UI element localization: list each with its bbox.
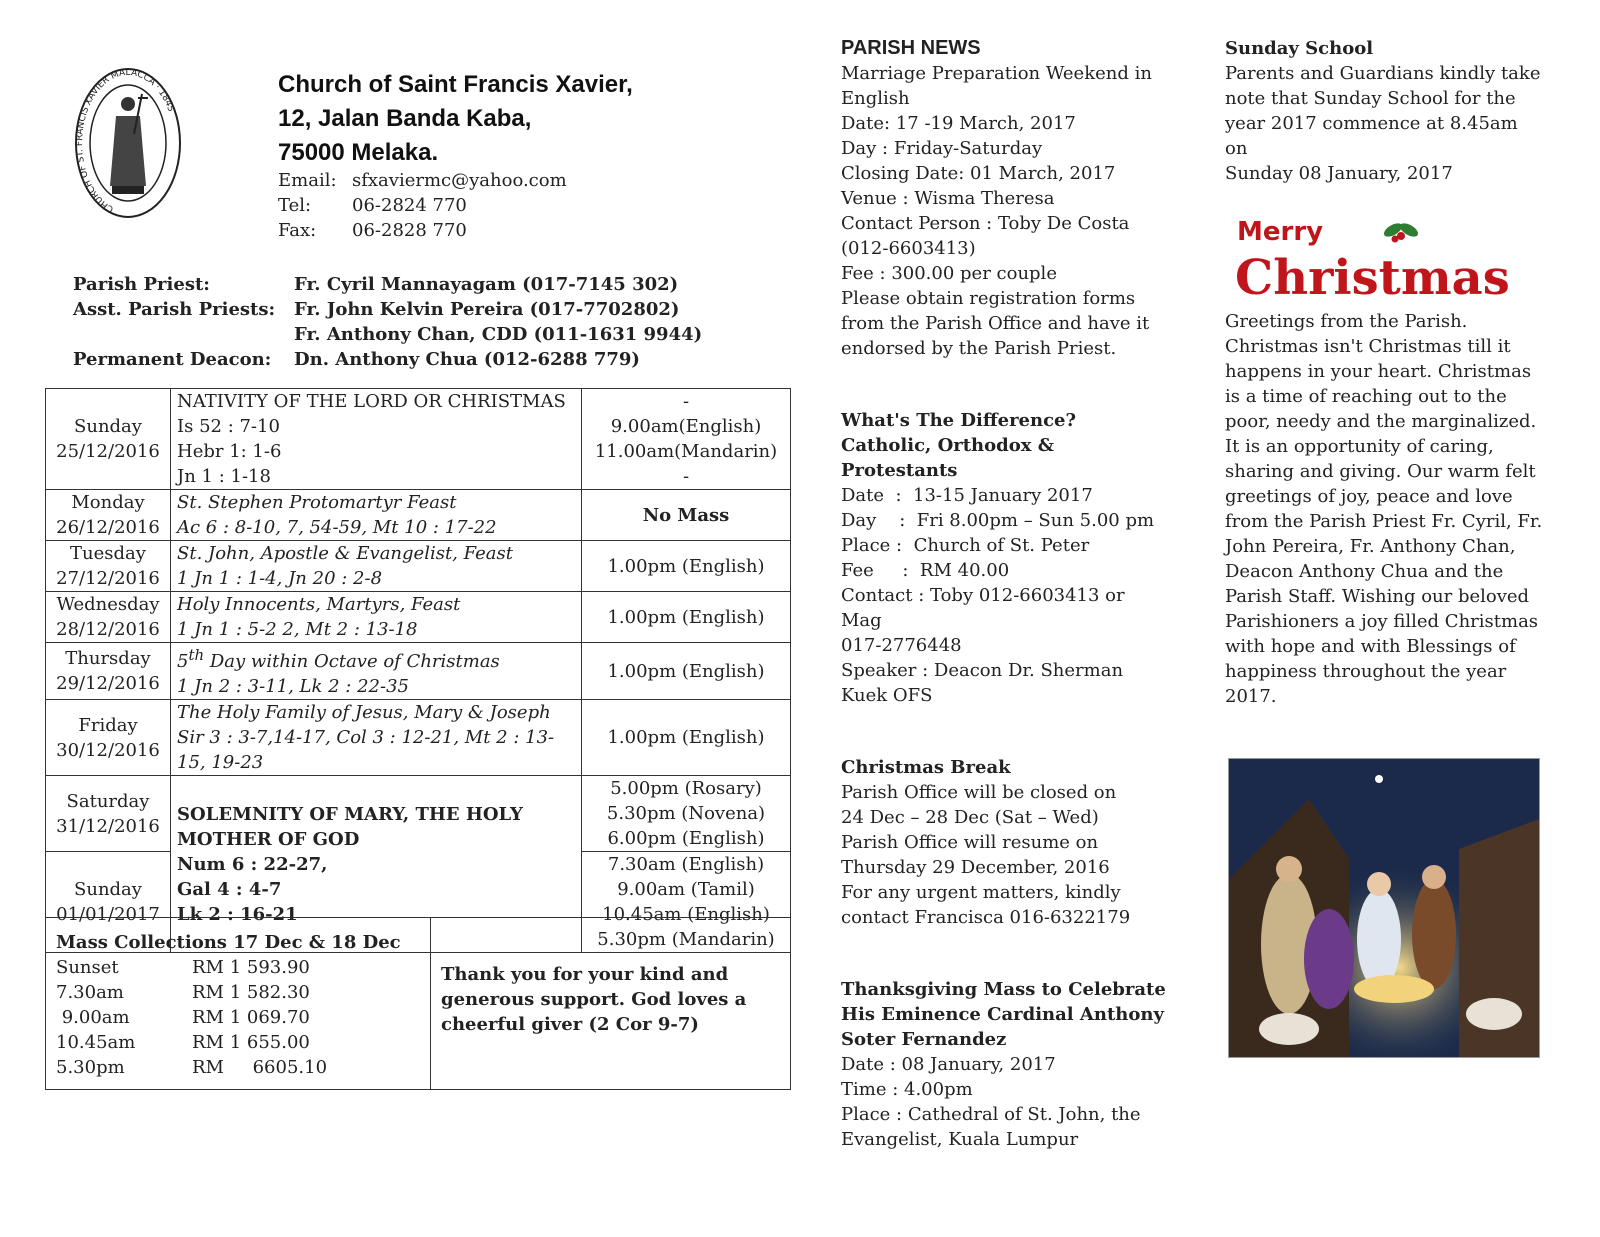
- clergy-name: Fr. Cyril Mannayagam (017-7145 302): [294, 274, 679, 295]
- mass-time: 5.30pm (Mandarin): [597, 929, 775, 950]
- day-name: Sunday: [74, 879, 142, 900]
- feast-rest: Day within Octave of Christmas: [204, 651, 500, 672]
- table-row: [46, 541, 791, 592]
- clergy-label: Permanent Deacon:: [73, 349, 272, 370]
- day-cell: [46, 592, 171, 643]
- greeting-line: happens in your heart. Christmas: [1225, 361, 1532, 382]
- news-line: For any urgent matters, kindly: [841, 882, 1121, 903]
- news-line: contact Francisca 016-6322179: [841, 907, 1131, 928]
- clergy-label: [73, 322, 294, 347]
- collection-time: Sunset: [56, 957, 119, 978]
- tel-label: Tel:: [278, 195, 312, 216]
- day-name: Saturday: [66, 790, 150, 812]
- day-name: Friday: [78, 714, 138, 736]
- time-cell: [582, 541, 791, 592]
- list-item: [56, 1005, 420, 1030]
- news-line: Speaker : Deacon Dr. Sherman: [841, 660, 1124, 681]
- mass-time: No Mass: [642, 504, 730, 526]
- marriage-prep-section: [841, 61, 1171, 361]
- day-date: 25/12/2016: [56, 441, 160, 462]
- news-line: year 2017 commence at 8.45am on: [1225, 113, 1518, 159]
- feast-cell: [171, 700, 582, 776]
- collection-amount: RM 1 655.00: [192, 1032, 310, 1053]
- feast-cell: [171, 389, 582, 490]
- christmas-greeting: [1225, 309, 1545, 709]
- day-date: 29/12/2016: [56, 673, 160, 694]
- reading: Hebr 1: 1-6: [177, 441, 282, 462]
- clergy-label: Parish Priest:: [73, 274, 210, 295]
- title-line: 75000 Melaka.: [278, 139, 439, 166]
- reading: Jn 1 : 1-18: [177, 466, 271, 487]
- news-line: 24 Dec – 28 Dec (Sat – Wed): [841, 807, 1099, 828]
- greeting-line: John Pereira, Fr. Anthony Chan,: [1225, 536, 1516, 557]
- news-line: Evangelist, Kuala Lumpur: [841, 1129, 1079, 1150]
- collection-time: 7.30am: [56, 982, 124, 1003]
- table-row: [46, 643, 791, 700]
- feast-title: Holy Innocents, Martyrs, Feast: [177, 594, 461, 615]
- mass-time: 10.45am (English): [602, 904, 770, 925]
- title-line: Church of Saint Francis Xavier,: [278, 71, 633, 98]
- news-line: Kuek OFS: [841, 685, 933, 706]
- day-date: 26/12/2016: [56, 517, 160, 538]
- greeting-line: Deacon Anthony Chua and the: [1225, 561, 1504, 582]
- section-title: Soter Fernandez: [841, 1029, 1007, 1050]
- news-line: Place : Cathedral of St. John, the: [841, 1104, 1141, 1125]
- greeting-line: Christmas isn't Christmas till it: [1225, 336, 1511, 357]
- collections-title: Mass Collections 17 Dec & 18 Dec: [56, 932, 401, 953]
- collections-list: [46, 918, 431, 1089]
- time-cell: [582, 643, 791, 700]
- news-line: Place : Church of St. Peter: [841, 535, 1090, 556]
- mass-time: 1.00pm (English): [607, 606, 765, 628]
- news-line: Time : 4.00pm: [841, 1079, 973, 1100]
- sunday-school-title: Sunday School: [1225, 38, 1374, 59]
- mass-time: -: [682, 391, 690, 412]
- table-row: [46, 700, 791, 776]
- day-date: 30/12/2016: [56, 739, 160, 761]
- greeting-line: with hope and with Blessings of: [1225, 636, 1516, 657]
- church-seal-logo: [72, 64, 184, 222]
- day-date: 01/01/2017: [56, 904, 160, 925]
- news-line: Closing Date: 01 March, 2017: [841, 163, 1116, 184]
- collection-time: 10.45am: [56, 1032, 136, 1053]
- clergy-name: Fr. John Kelvin Pereira (017-7702802): [294, 299, 680, 320]
- day-date: 31/12/2016: [56, 815, 160, 837]
- feast-title: St. John, Apostle & Evangelist, Feast: [177, 543, 513, 564]
- news-line: Parents and Guardians kindly take: [1225, 63, 1541, 84]
- thanksgiving-mass-section: [841, 977, 1171, 1152]
- greeting-line: Greetings from the Parish.: [1225, 311, 1468, 332]
- table-row: [46, 490, 791, 541]
- time-cell: [582, 389, 791, 490]
- parish-news-heading: PARISH NEWS: [841, 37, 981, 59]
- mass-schedule-table: [45, 388, 791, 953]
- day-cell: [46, 389, 171, 490]
- greeting-line: greetings of joy, peace and love: [1225, 486, 1513, 507]
- holly-icon: [1382, 221, 1420, 243]
- table-row: [46, 776, 791, 852]
- email-value: sfxaviermc@yahoo.com: [352, 170, 567, 191]
- news-line: 017-2776448: [841, 635, 962, 656]
- feast-title: St. Stephen Protomartyr Feast: [177, 492, 457, 513]
- time-cell: [582, 700, 791, 776]
- section-title: Christmas Break: [841, 757, 1011, 778]
- day-cell: [46, 776, 171, 852]
- side-column: [1225, 36, 1545, 186]
- time-cell: [582, 592, 791, 643]
- news-line: Thursday 29 December, 2016: [841, 857, 1110, 878]
- contact-info: [278, 168, 567, 243]
- reading: 1 Jn 1 : 5-2 2, Mt 2 : 13-18: [177, 619, 418, 640]
- section-title: Protestants: [841, 460, 958, 481]
- nativity-scene-image: [1228, 758, 1540, 1058]
- day-cell: [46, 700, 171, 776]
- greeting-line: poor, needy and the marginalized.: [1225, 411, 1537, 432]
- day-name: Thursday: [65, 648, 151, 669]
- list-item: [56, 955, 420, 980]
- news-line: English: [841, 88, 910, 109]
- reading: Is 52 : 7-10: [177, 416, 280, 437]
- solemnity-title: MOTHER OF GOD: [177, 828, 360, 850]
- collection-amount: RM 1 582.30: [192, 982, 310, 1003]
- mass-time: 5.00pm (Rosary): [610, 778, 762, 799]
- section-title: Catholic, Orthodox &: [841, 435, 1054, 456]
- reading: Num 6 : 22-27,: [177, 853, 328, 875]
- news-line: Sunday 08 January, 2017: [1225, 163, 1453, 184]
- feast-cell: [171, 490, 582, 541]
- list-item: [56, 980, 420, 1005]
- feast-cell: [171, 643, 582, 700]
- collection-amount: RM 6605.10: [192, 1057, 328, 1078]
- fax-value: 06-2828 770: [352, 220, 467, 241]
- clergy-name: Fr. Anthony Chan, CDD (011-1631 9944): [294, 324, 703, 345]
- clergy-name: Dn. Anthony Chua (012-6288 779): [294, 349, 640, 370]
- solemnity-title: SOLEMNITY OF MARY, THE HOLY: [177, 803, 523, 825]
- mass-time: 1.00pm (English): [607, 727, 765, 748]
- merry-word: Merry: [1237, 217, 1324, 247]
- news-line: Contact Person : Toby De Costa: [841, 213, 1130, 234]
- thanks-note: Thank you for your kind and generous support. God loves a cheerful giver (2 Cor 9-7): [441, 964, 747, 1035]
- day-name: Sunday: [74, 416, 142, 437]
- svg-text:CHURCH OF ST. FRANCIS XAVIER M: CHURCH OF ST. FRANCIS XAVIER MALACCA · 1845: [75, 67, 176, 214]
- news-line: note that Sunday School for the: [1225, 88, 1516, 109]
- mass-collections-box: [45, 917, 791, 1090]
- tel-value: 06-2824 770: [352, 195, 467, 216]
- christmas-break-section: [841, 755, 1171, 930]
- news-line: Venue : Wisma Theresa: [841, 188, 1055, 209]
- greeting-line: Parish Staff. Wishing our beloved: [1225, 586, 1530, 607]
- table-row: [46, 389, 791, 490]
- day-name: Monday: [71, 492, 145, 513]
- mass-time: 9.00am(English): [610, 416, 762, 437]
- day-date: 27/12/2016: [56, 568, 160, 589]
- news-line: from the Parish Office and have it: [841, 313, 1150, 334]
- reading: Ac 6 : 8-10, 7, 54-59, Mt 10 : 17-22: [177, 517, 497, 538]
- day-cell: [46, 643, 171, 700]
- news-line: Date : 08 January, 2017: [841, 1054, 1056, 1075]
- greeting-line: 2017.: [1225, 686, 1277, 707]
- greeting-line: from the Parish Priest Fr. Cyril, Fr.: [1225, 511, 1543, 532]
- news-line: Day : Friday-Saturday: [841, 138, 1043, 159]
- feast-superscript: th: [188, 646, 205, 664]
- news-line: Parish Office will be closed on: [841, 782, 1117, 803]
- news-line: Date : 13-15 January 2017: [841, 485, 1093, 506]
- email-label: Email:: [278, 170, 337, 191]
- mass-time: 9.00am (Tamil): [617, 879, 755, 900]
- greeting-line: happiness throughout the year: [1225, 661, 1507, 682]
- news-line: (012-6603413): [841, 238, 976, 259]
- day-date: 28/12/2016: [56, 619, 160, 640]
- feast-number: 5: [177, 651, 189, 672]
- title-line: 12, Jalan Banda Kaba,: [278, 105, 532, 132]
- collection-amount: RM 1 069.70: [192, 1007, 310, 1028]
- collection-amount: RM 1 593.90: [192, 957, 310, 978]
- day-cell: [46, 541, 171, 592]
- news-line: Day : Fri 8.00pm – Sun 5.00 pm: [841, 510, 1155, 531]
- day-name: Tuesday: [70, 543, 146, 564]
- day-name: Wednesday: [56, 594, 160, 615]
- list-item: [56, 1030, 420, 1055]
- feast-cell: [171, 592, 582, 643]
- list-item: [56, 1055, 420, 1080]
- feast-title: NATIVITY OF THE LORD OR CHRISTMAS: [177, 391, 566, 412]
- collection-time: 5.30pm: [56, 1057, 125, 1078]
- news-line: endorsed by the Parish Priest.: [841, 338, 1117, 359]
- mass-time: 1.00pm (English): [607, 660, 765, 682]
- time-cell: [582, 776, 791, 852]
- time-cell: [582, 490, 791, 541]
- table-row: [46, 592, 791, 643]
- section-title: What's The Difference?: [841, 410, 1077, 431]
- greeting-line: sharing and giving. Our warm felt: [1225, 461, 1536, 482]
- section-title: His Eminence Cardinal Anthony: [841, 1004, 1164, 1025]
- reading: 1 Jn 1 : 1-4, Jn 20 : 2-8: [177, 568, 383, 589]
- clergy-list: [73, 272, 702, 372]
- mass-time: 1.00pm (English): [607, 555, 765, 577]
- news-line: Fee : RM 40.00: [841, 560, 1010, 581]
- reading: Gal 4 : 4-7: [177, 878, 282, 900]
- news-line: Marriage Preparation Weekend in: [841, 63, 1152, 84]
- greeting-line: It is an opportunity of caring,: [1225, 436, 1494, 457]
- greeting-line: is a time of reaching out to the: [1225, 386, 1507, 407]
- mass-time: 11.00am(Mandarin): [594, 441, 778, 462]
- news-line: Please obtain registration forms: [841, 288, 1136, 309]
- mass-time: 6.00pm (English): [607, 828, 765, 849]
- day-cell: [46, 490, 171, 541]
- mass-time: 5.30pm (Novena): [606, 803, 766, 824]
- fax-label: Fax:: [278, 220, 317, 241]
- merry-christmas-graphic: [1233, 212, 1543, 302]
- feast-cell: [171, 541, 582, 592]
- news-line: Parish Office will resume on: [841, 832, 1099, 853]
- news-line: Date: 17 -19 March, 2017: [841, 113, 1076, 134]
- difference-section: [841, 408, 1171, 708]
- mass-time: 7.30am (English): [607, 854, 765, 875]
- reading: 1 Jn 2 : 3-11, Lk 2 : 22-35: [177, 676, 409, 697]
- christmas-word: Christmas: [1235, 250, 1510, 302]
- parish-news-column: [841, 36, 1171, 1152]
- reading: Sir 3 : 3-7,14-17, Col 3 : 12-21, Mt 2 : 13-15, 19-23: [177, 727, 555, 773]
- section-title: Thanksgiving Mass to Celebrate: [841, 979, 1166, 1000]
- feast-title: The Holy Family of Jesus, Mary & Joseph: [177, 702, 551, 723]
- mass-time: -: [682, 466, 690, 487]
- reading: Lk 2 : 16-21: [177, 903, 298, 925]
- clergy-label: Asst. Parish Priests:: [73, 299, 276, 320]
- church-address-title: [278, 68, 633, 170]
- feast-title: [177, 643, 575, 674]
- collection-time: 9.00am: [56, 1007, 130, 1028]
- news-line: Contact : Toby 012-6603413 or Mag: [841, 585, 1125, 631]
- news-line: Fee : 300.00 per couple: [841, 263, 1057, 284]
- greeting-line: Parishioners a joy filled Christmas: [1225, 611, 1539, 632]
